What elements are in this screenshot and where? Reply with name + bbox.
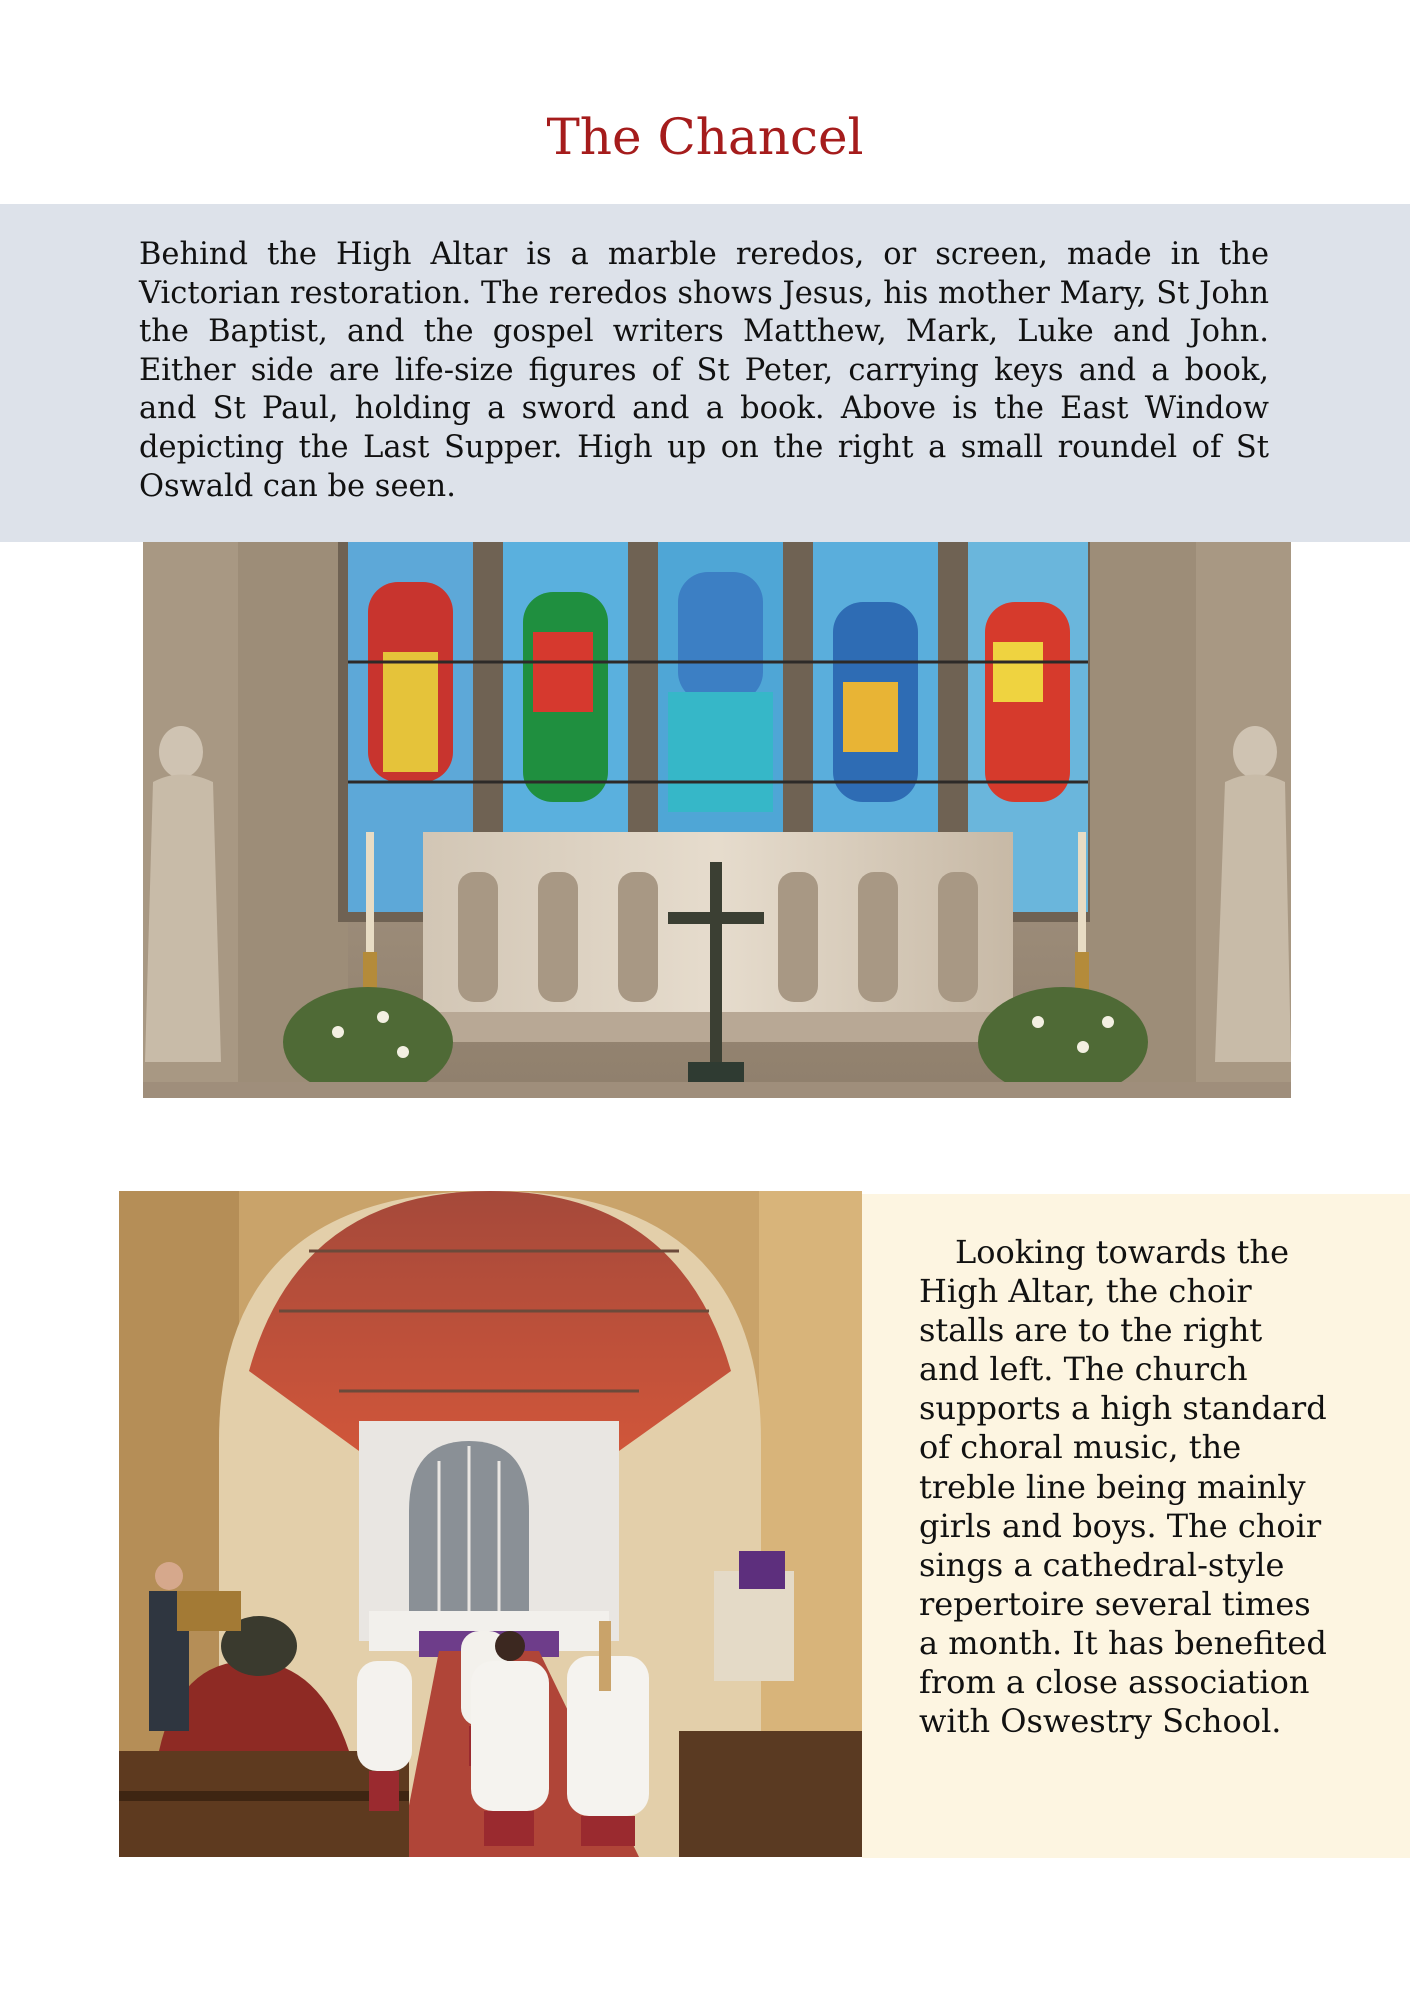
choir-paragraph-text: Looking towards the High Altar, the choir stalls are to the right and left. The church supports a high standard of choral music, the treble line being mainly girls and boys. The choir sings a cathedral-style repertoire several times a month. It has benefited from a close association with Oswestry School. [919,1233,1327,1741]
chancel-east-window-photo [143,542,1291,1098]
east-window-tracery [409,1441,529,1631]
intro-paragraph: Behind the High Altar is a marble reredos, or screen, made in the Victorian restoration. The reredos shows Jesus, his mother Mary, St John the Baptist, and the gospel writers Matthew, Mark, Luke and John. Either side are life-size figures of St Peter, carrying keys and a book, and St Paul, holding a sword and a book. Above is the East Window depicting the Last Supper. High up on the right a small roundel of St Oswald can be seen. [139,237,1269,504]
choir-paragraph [919,1233,1329,1741]
paragraph-indent [919,1233,955,1271]
page-title: The Chancel [546,108,864,166]
choir-procession-photo [119,1191,862,1857]
